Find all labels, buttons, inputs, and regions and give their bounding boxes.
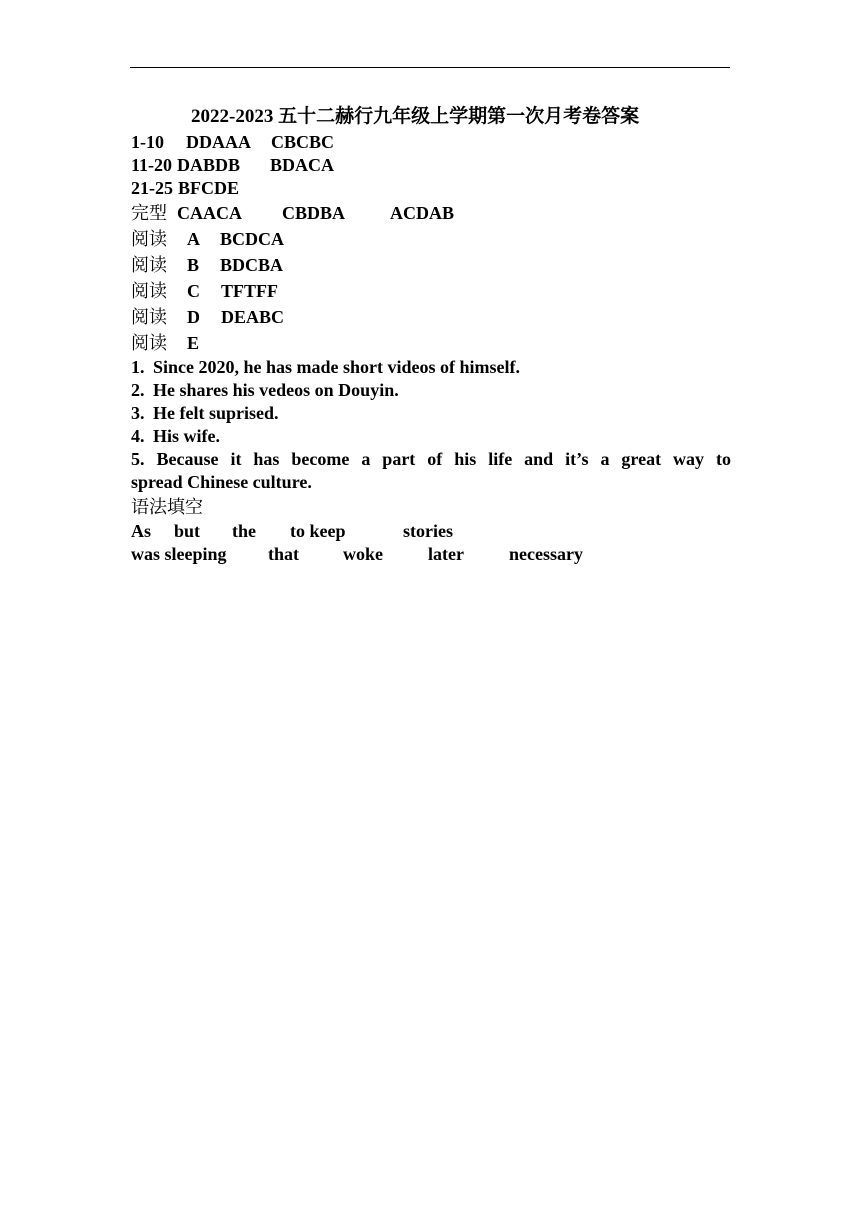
grammar-answer: necessary [509,544,583,564]
reading-part: D [187,307,200,327]
reading-answer: DEABC [221,307,285,327]
choice-group: BFCDE [178,178,240,198]
cloze-label: 完型 [131,203,167,224]
document-title: 2022-2023 五十二赫行九年级上学期第一次月考卷答案 [191,106,640,127]
choice-range: 21-25 [131,178,173,198]
choice-group: CBCBC [271,132,335,152]
choice-row-11-20 [131,154,731,177]
answer-number: 5. [131,449,145,469]
cloze-row [131,200,731,226]
reading-answer: BDCBA [220,255,284,275]
choice-row-1-10 [131,131,731,154]
reading-part: B [187,255,200,275]
answer-text: Since 2020, he has made short videos of himself. [153,357,521,377]
answer-content [131,103,731,566]
choice-group: DDAAA [186,132,251,152]
reading-label: 阅读 [131,307,167,328]
reading-row-a [131,226,731,252]
grammar-answer: stories [403,521,453,541]
reading-e-answer-1 [131,356,731,379]
grammar-row-2 [131,543,731,566]
reading-answer: BCDCA [220,229,285,249]
reading-part: E [187,333,200,353]
grammar-answer: to keep [290,521,346,541]
choice-range: 1-10 [131,132,164,152]
grammar-answer: As [131,521,152,541]
reading-part: C [187,281,200,301]
answer-number: 3. [131,403,145,423]
grammar-answer: was sleeping [131,544,227,564]
answer-text: Because it has become a part of his life and it’s a great way to [156,449,732,469]
reading-row-e [131,330,731,356]
grammar-answer: but [174,521,201,541]
cloze-group: ACDAB [390,203,455,223]
reading-label: 阅读 [131,281,167,302]
answer-text: He shares his vedeos on Douyin. [153,380,399,400]
answer-text-continuation: spread Chinese culture. [131,472,312,492]
answer-number: 1. [131,357,145,377]
choice-group: DABDB [177,155,241,175]
grammar-answer: later [428,544,464,564]
choice-group: BDACA [270,155,335,175]
reading-row-c [131,278,731,304]
reading-e-answer-3 [131,402,731,425]
reading-e-answer-5-continuation [131,471,731,494]
reading-answer: TFTFF [221,281,278,301]
reading-label: 阅读 [131,255,167,276]
reading-e-answer-4 [131,425,731,448]
reading-label: 阅读 [131,229,167,250]
header-rule [130,67,730,68]
answer-text: His wife. [153,426,220,446]
choice-row-21-25 [131,177,731,200]
grammar-answer: that [268,544,299,564]
grammar-answer: woke [343,544,383,564]
answer-text: He felt suprised. [153,403,279,423]
cloze-group: CBDBA [282,203,346,223]
choice-range: 11-20 [131,155,173,175]
grammar-heading-row [131,494,731,520]
reading-e-answer-2 [131,379,731,402]
grammar-row-1 [131,520,731,543]
reading-part: A [187,229,200,249]
answer-number: 4. [131,426,145,446]
reading-e-answer-5 [131,448,731,471]
answer-number: 2. [131,380,145,400]
reading-row-d [131,304,731,330]
reading-label: 阅读 [131,333,167,354]
grammar-answer: the [232,521,256,541]
grammar-label: 语法填空 [131,497,203,518]
cloze-group: CAACA [177,203,242,223]
reading-row-b [131,252,731,278]
